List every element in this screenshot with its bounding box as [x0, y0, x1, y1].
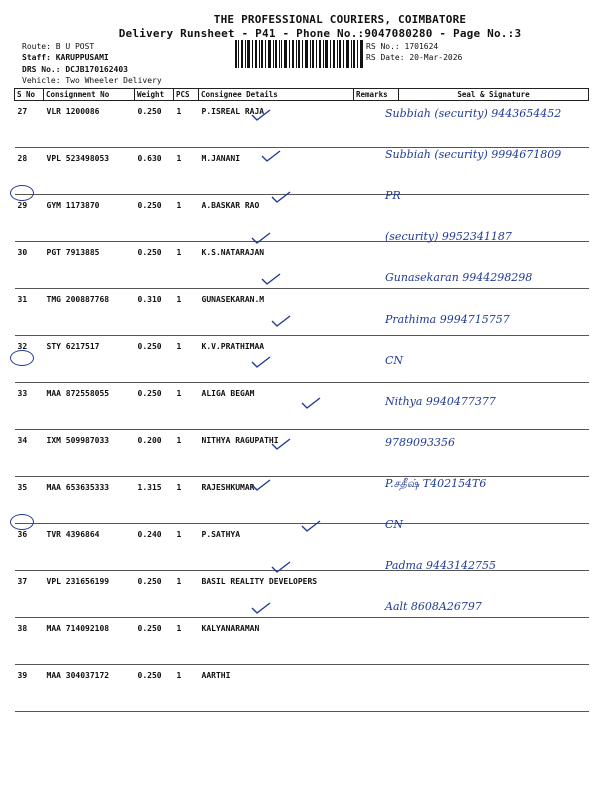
row-sno: 34: [15, 430, 44, 477]
handwritten-signature: CN: [385, 353, 404, 367]
row-consignment-no: MAA 714092108: [44, 618, 135, 665]
col-header-sno: S No: [15, 89, 44, 101]
row-signature-cell: [399, 618, 589, 665]
row-pcs: 1: [174, 383, 199, 430]
handwritten-signature: Aalt 8608A26797: [385, 600, 482, 614]
row-weight: 0.310: [135, 289, 174, 336]
row-weight: 0.250: [135, 242, 174, 289]
col-header-consignee: Consignee Details: [199, 89, 354, 101]
row-pcs: 1: [174, 571, 199, 618]
row-pcs: 1: [174, 195, 199, 242]
check-mark-icon: [260, 272, 282, 286]
handwritten-signature: Subbiah (security) 9443654452: [385, 107, 562, 120]
row-sno: 31: [15, 289, 44, 336]
staff-label: Staff: KARUPPUSAMI: [22, 53, 109, 62]
row-consignment-no: GYM 1173870: [44, 195, 135, 242]
check-mark-icon: [270, 314, 292, 328]
row-sno: 37: [15, 571, 44, 618]
row-pcs: 1: [174, 289, 199, 336]
check-mark-icon: [250, 478, 272, 492]
row-consignee: A.BASKAR RAO: [199, 195, 354, 242]
handwritten-signature: P.சதீஷ் T402154T6: [385, 476, 487, 490]
row-weight: 1.315: [135, 477, 174, 524]
row-weight: 0.250: [135, 336, 174, 383]
handwritten-signature: Gunasekaran 9944298298: [385, 271, 533, 285]
row-pcs: 1: [174, 242, 199, 289]
row-weight: 0.250: [135, 195, 174, 242]
table-row: [15, 665, 589, 712]
drs-label: DRS No.: DCJB170162403: [22, 65, 128, 74]
circled-serial-mark: [10, 350, 34, 366]
check-mark-icon: [270, 190, 292, 204]
row-remarks: [354, 618, 399, 665]
col-header-remarks: Remarks: [354, 89, 399, 101]
col-header-consignment: Consignment No: [44, 89, 135, 101]
row-weight: 0.250: [135, 665, 174, 712]
handwritten-signature: Nithya 9940477377: [385, 394, 496, 408]
handwritten-signature: Padma 9443142755: [385, 559, 496, 573]
row-weight: 0.630: [135, 148, 174, 195]
row-pcs: 1: [174, 524, 199, 571]
company-title: THE PROFESSIONAL COURIERS, COIMBATORE: [213, 13, 467, 26]
row-consignment-no: VPL 523498053: [44, 148, 135, 195]
row-consignee: BASIL REALITY DEVELOPERS: [199, 571, 354, 618]
check-mark-icon: [300, 519, 322, 533]
row-consignment-no: MAA 304037172: [44, 665, 135, 712]
row-consignee: GUNASEKARAN.M: [199, 289, 354, 336]
row-consignee: M.JANANI: [199, 148, 354, 195]
row-pcs: 1: [174, 430, 199, 477]
runsheet-subtitle: Delivery Runsheet - P41 - Phone No.:9047080280 - Page No.:3: [118, 27, 522, 40]
row-consignee: NITHYA RAGUPATHI: [199, 430, 354, 477]
row-sno: 28: [15, 148, 44, 195]
col-header-pcs: PCS: [174, 89, 199, 101]
row-weight: 0.250: [135, 383, 174, 430]
row-consignment-no: VPL 231656199: [44, 571, 135, 618]
row-consignment-no: TMG 200887768: [44, 289, 135, 336]
rs-date: RS Date: 20-Mar-2026: [366, 53, 463, 62]
row-consignee: K.S.NATARAJAN: [199, 242, 354, 289]
route-label: Route: B U POST: [22, 42, 95, 51]
row-consignment-no: MAA 872558055: [44, 383, 135, 430]
row-pcs: 1: [174, 618, 199, 665]
rs-number: RS No.: 1701624: [366, 42, 439, 51]
handwritten-signature: Subbiah (security) 9994671809: [385, 148, 562, 162]
col-header-weight: Weight: [135, 89, 174, 101]
row-pcs: 1: [174, 336, 199, 383]
handwritten-signature: CN: [385, 518, 404, 531]
check-mark-icon: [300, 396, 322, 410]
check-mark-icon: [260, 149, 282, 163]
row-pcs: 1: [174, 665, 199, 712]
row-consignee: P.SATHYA: [199, 524, 354, 571]
check-mark-icon: [250, 601, 272, 615]
check-mark-icon: [250, 355, 272, 369]
row-sno: 27: [15, 101, 44, 148]
handwritten-signature: PR: [385, 189, 401, 203]
row-consignment-no: MAA 653635333: [44, 477, 135, 524]
row-consignment-no: TVR 4396864: [44, 524, 135, 571]
handwritten-signature: 9789093356: [385, 435, 455, 449]
row-consignee: P.ISREAL RAJA: [199, 101, 354, 148]
check-mark-icon: [270, 560, 292, 574]
vehicle-label: Vehicle: Two Wheeler Delivery: [22, 76, 162, 85]
row-consignee: K.V.PRATHIMAA: [199, 336, 354, 383]
row-signature-cell: [399, 665, 589, 712]
row-sno: 32: [15, 336, 44, 383]
row-weight: 0.250: [135, 618, 174, 665]
check-mark-icon: [250, 108, 272, 122]
row-remarks: [354, 665, 399, 712]
table-header-row: [15, 89, 589, 101]
barcode-image: [235, 40, 363, 68]
row-consignee: KALYANARAMAN: [199, 618, 354, 665]
row-sno: 33: [15, 383, 44, 430]
row-weight: 0.240: [135, 524, 174, 571]
row-sno: 36: [15, 524, 44, 571]
row-consignment-no: IXM 509987033: [44, 430, 135, 477]
row-sno: 30: [15, 242, 44, 289]
row-sno: 38: [15, 618, 44, 665]
row-consignee: RAJESHKUMAR: [199, 477, 354, 524]
row-consignment-no: VLR 1200086: [44, 101, 135, 148]
table-row: [15, 618, 589, 665]
row-sno: 35: [15, 477, 44, 524]
row-sno: 29: [15, 195, 44, 242]
handwritten-signature: Prathima 9994715757: [385, 312, 510, 326]
row-weight: 0.250: [135, 101, 174, 148]
row-pcs: 1: [174, 148, 199, 195]
row-consignee: ALIGA BEGAM: [199, 383, 354, 430]
check-mark-icon: [270, 437, 292, 451]
check-mark-icon: [250, 231, 272, 245]
row-pcs: 1: [174, 477, 199, 524]
handwritten-signature: (security) 9952341187: [385, 230, 512, 244]
col-header-signature: Seal & Signature: [399, 89, 589, 101]
row-pcs: 1: [174, 101, 199, 148]
row-consignee: AARTHI: [199, 665, 354, 712]
row-consignment-no: PGT 7913885: [44, 242, 135, 289]
circled-serial-mark: [10, 514, 34, 530]
row-consignment-no: STY 6217517: [44, 336, 135, 383]
row-sno: 39: [15, 665, 44, 712]
row-weight: 0.250: [135, 571, 174, 618]
row-weight: 0.200: [135, 430, 174, 477]
